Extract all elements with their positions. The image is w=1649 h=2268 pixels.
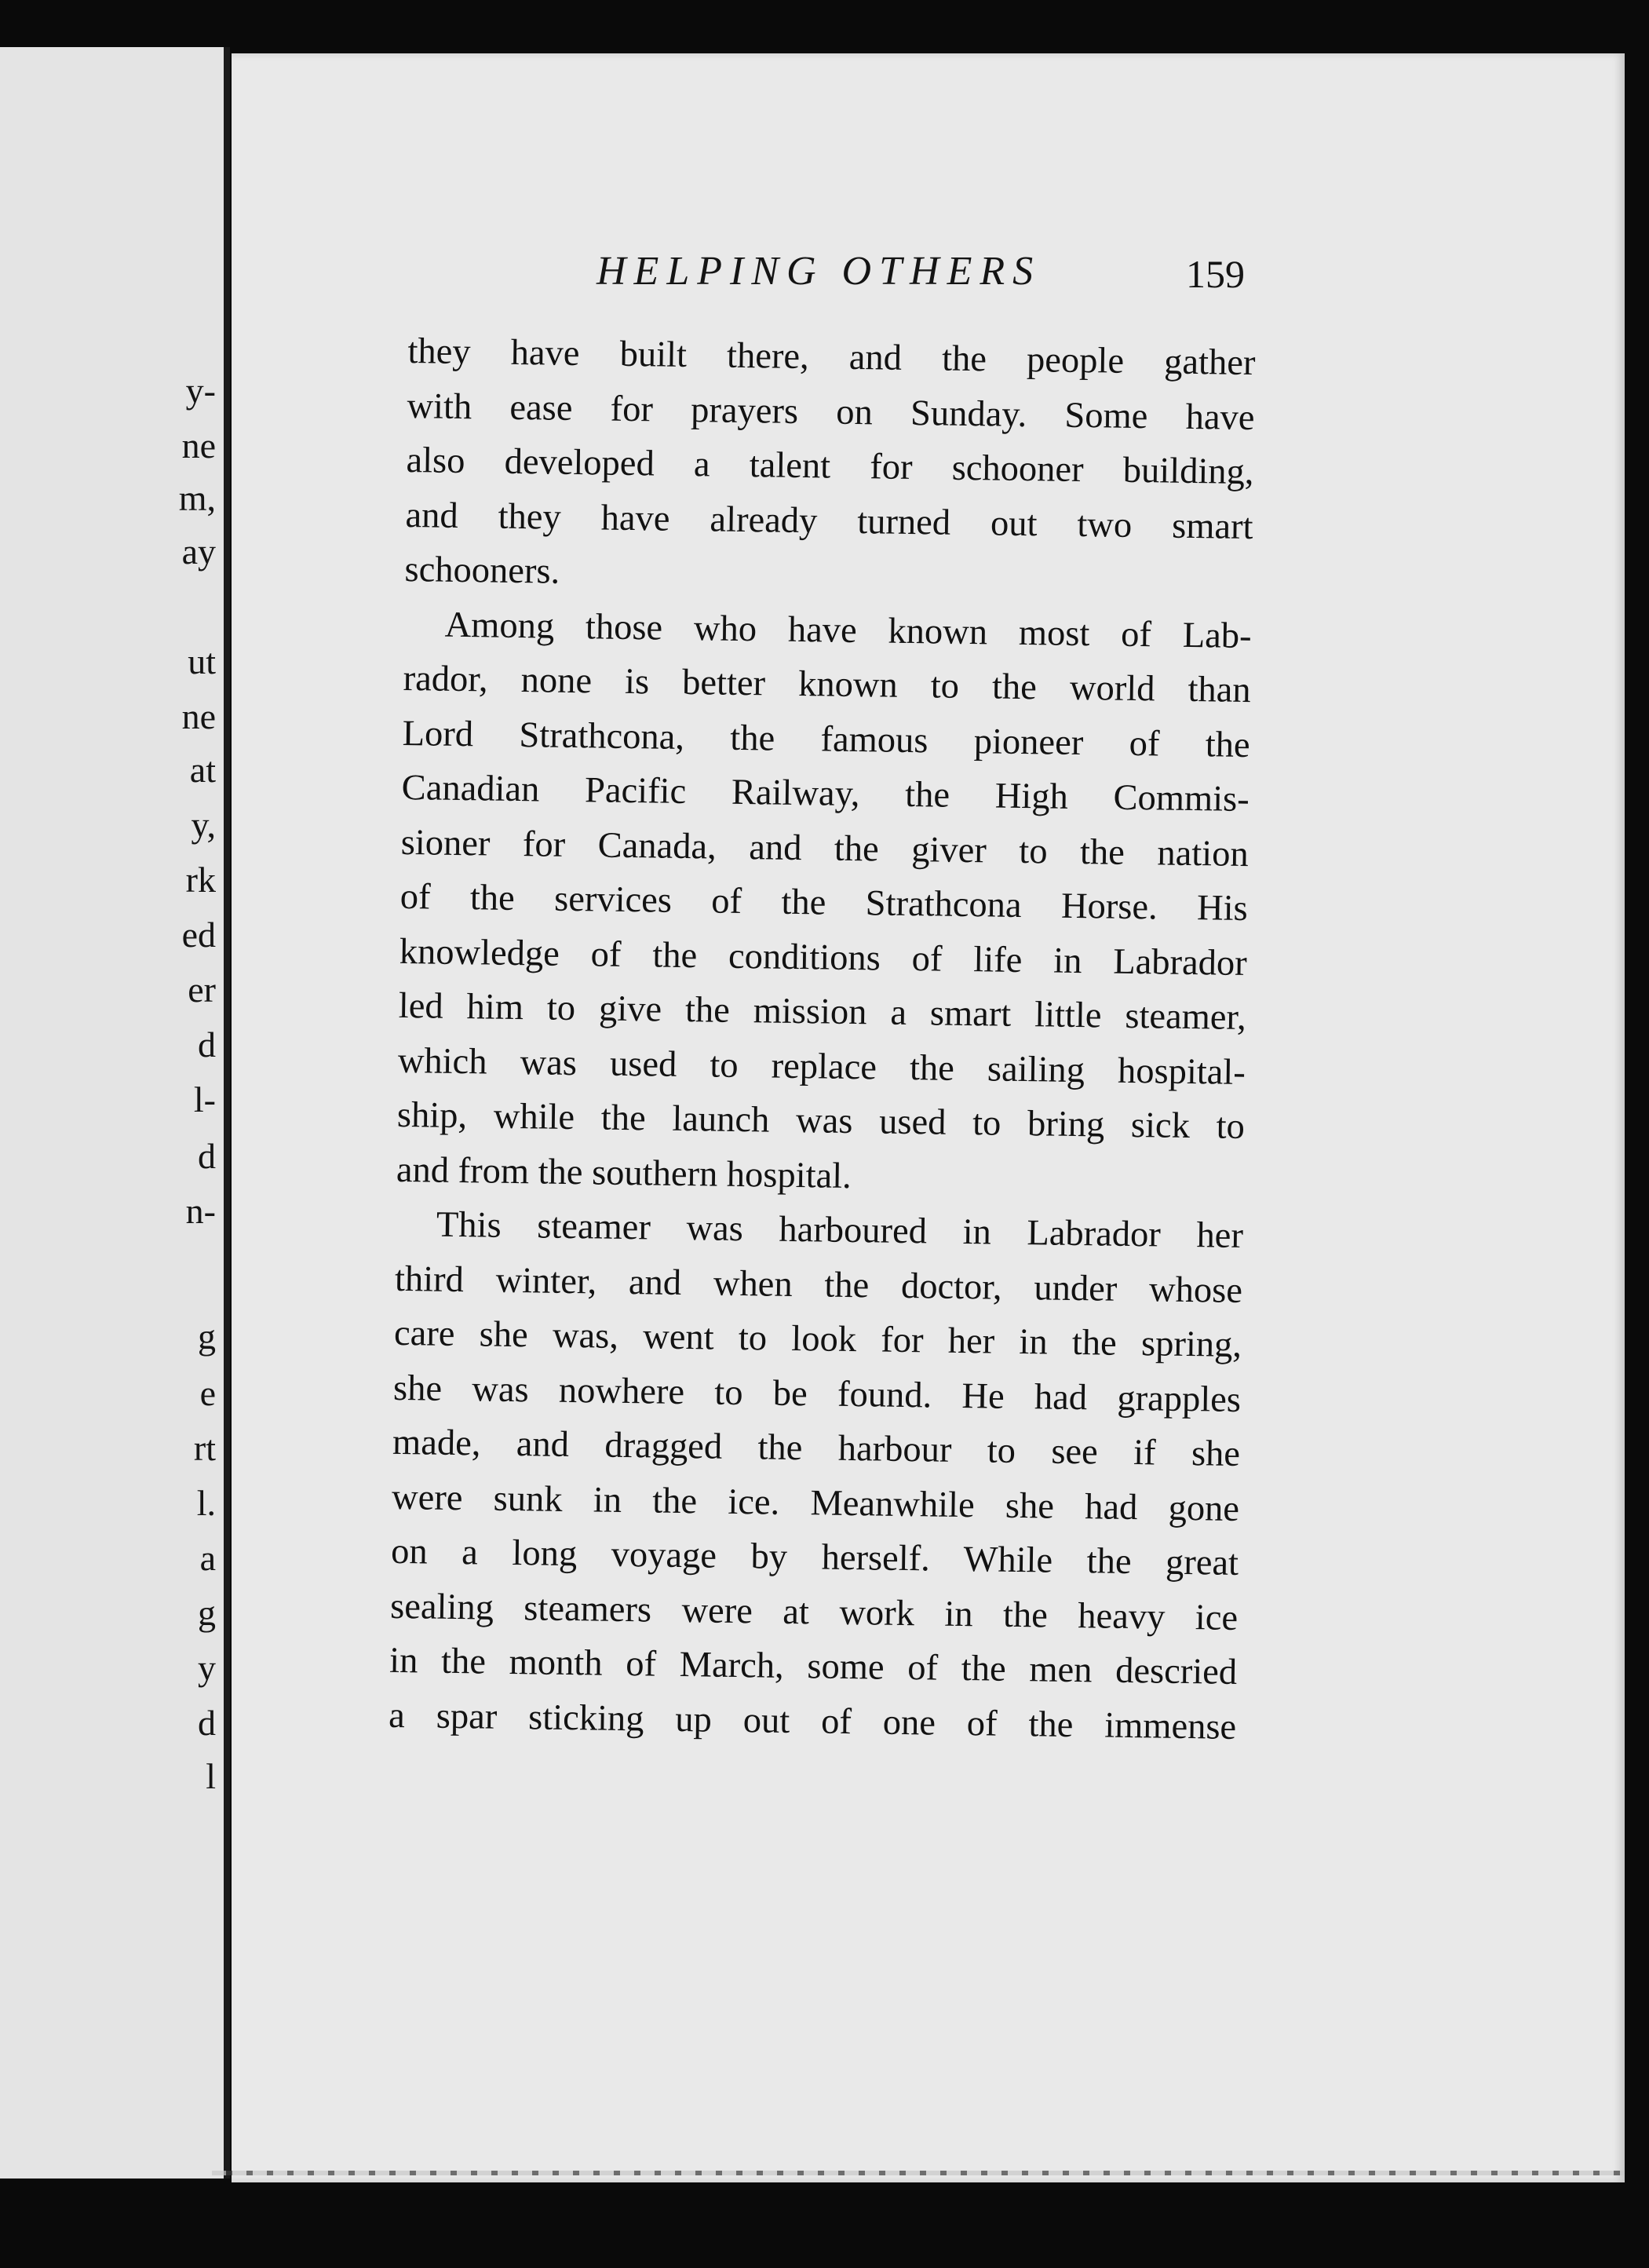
text-line: which was used to replace the sailing hospital- [397,1040,1246,1093]
left-page-text-fragment: m, [178,478,216,518]
left-page-text-fragment: rt [193,1428,216,1468]
text-line: sealing steamers were at work in the heavy ice [389,1586,1239,1638]
text-line: and from the southern hospital. [396,1149,852,1196]
paragraph-2 [396,597,1252,1209]
left-page-text-fragment: ut [188,641,216,681]
text-line: rador, none is better known to the world than [403,658,1251,711]
text-line: she was nowhere to be found. He had grapples [392,1368,1242,1420]
text-line: also developed a talent for schooner building, [406,440,1254,493]
left-page-text-fragment: e [199,1373,216,1413]
left-page-text-fragment: l. [196,1483,216,1523]
left-page-text-fragment: y, [191,805,216,845]
paragraph-3 [389,1197,1244,1755]
text-line: care she was, went to look for her in the spring, [393,1313,1242,1365]
left-page-text-fragment: y- [185,371,216,411]
book-page [232,53,1625,2182]
left-page-text-fragment: at [189,750,216,790]
text-line: sioner for Canada, and the giver to the nation [400,822,1250,875]
left-page-text-fragment: a [199,1538,216,1578]
text-line: third winter, and when the doctor, under whose [394,1258,1243,1311]
left-page-text-fragment: g [198,1593,216,1633]
text-line: ship, while the launch was used to bring sick to [396,1094,1246,1147]
text-line: led him to give the mission a smart little steamer, [398,985,1247,1038]
text-line: Lord Strathcona, the famous pioneer of the [402,713,1250,765]
text-line: made, and dragged the harbour to see if she [392,1422,1241,1474]
text-line: Among those who have known most of Lab- [444,604,1252,656]
left-page-text-fragment: er [188,970,216,1010]
text-line: of the services of the Strathcona Horse. His [399,876,1249,929]
text-line: with ease for prayers on Sunday. Some have [407,385,1255,438]
left-page-text-fragment: rk [185,860,216,900]
running-head: HELPING OTHERS [596,249,1042,294]
text-line: knowledge of the conditions of life in Labrador [399,931,1248,984]
text-line: Canadian Pacific Railway, the High Commis- [401,767,1250,820]
left-page-text-fragment: n- [185,1191,216,1231]
left-page-text-fragment: d [198,1703,216,1743]
left-page-text-fragment: ay [181,531,216,572]
paragraph-1 [404,324,1256,609]
text-line: on a long voyage by herself. While the great [390,1531,1239,1583]
left-page-text-fragment: l [206,1756,216,1796]
left-page-text-fragment: ne [181,425,216,466]
page-bottom-edge [212,2171,1625,2175]
text-line: they have built there, and the people gather [407,331,1256,384]
body-text [389,324,1256,1755]
left-page-text-fragment: l- [193,1079,216,1119]
text-line: schooners. [404,549,560,592]
left-page-text-fragment: g [198,1317,216,1357]
text-line: in the month of March, some of the men descried [389,1640,1238,1693]
left-page-text-fragment: d [198,1136,216,1176]
left-page-text-fragment: y [198,1648,216,1688]
left-page-text-fragment: d [198,1024,216,1065]
text-line: a spar sticking up out of one of the immense [388,1695,1237,1748]
left-page-text-fragment: ne [181,696,216,736]
text-line: were sunk in the ice. Meanwhile she had gone [391,1477,1240,1529]
text-line: and they have already turned out two smart [405,495,1253,547]
previous-page-edge [0,47,230,2179]
left-page-text-fragment: ed [181,915,216,955]
page-number: 159 [1186,252,1245,296]
text-line: This steamer was harboured in Labrador her [436,1204,1244,1256]
